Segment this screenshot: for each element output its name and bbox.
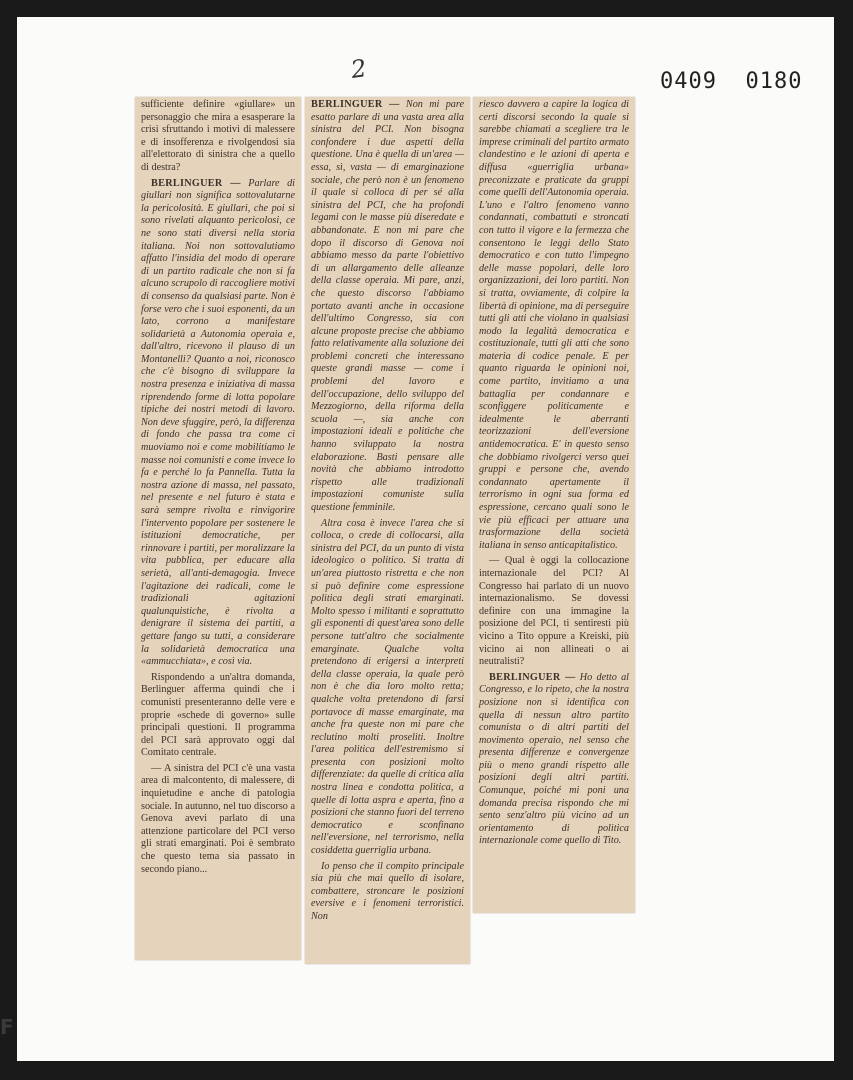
handwritten-page-number: 2 — [349, 54, 369, 84]
column-text — [135, 97, 301, 876]
archive-stamp — [660, 69, 802, 94]
speaker-label: BERLINGUER — — [151, 177, 241, 189]
paragraph — [141, 178, 295, 669]
speaker-label: BERLINGUER — — [311, 99, 400, 110]
clipping-column-1 — [135, 97, 301, 960]
paragraph-text: Parlare di giullari non significa sottovalutarne la pericolosità. E giullari, che poi si sono rivelati alquanto pericolosi, ce ne sono stati diversi nella storia italiana. Noi non sottovalutiamo affatto l'insidia del modo di operare di un partito radicale che non si fa alcuno scrupolo di raccogliere motivi di consenso da qualsiasi parte. Non è forse vero che i suoi esponenti, da un lato, corrono a manifestare solidarietà a Autonomia operaia e, dall'altro, ricevono il plauso di un Montanelli? Quanto a noi, riconosco che c'è bisogno di sviluppare la nostra presenza e iniziativa di massa riprendendo forme di lotta popolare tipiche dei nostri metodi di lavoro. Non deve sfuggire, però, la differenza di fondo che passa tra come ci muoviamo noi e come mobilitiamo le masse noi comunisti e come invece lo fa e perché lo fa Pannella. Tutta la nostra azione di massa, nel passato, nel presente e nel futuro è stata e sarà sempre rivolta e rinvigorire l'intervento popolare per sostenere le istituzioni democratiche, per rinnovare i partiti, per moralizzare la vita pubblica, per educare alla serietà, all'anti-demagogia. Invece l'agitazione dei radicali, come le tradizionali agitazioni qualunquistiche, è rivolta a denigrare il sistema dei partiti, a gettare fango su tutti, a considerare la solidarietà democratica una «ammucchiata», e così via. — [141, 177, 295, 668]
clipping-column-3 — [473, 97, 635, 913]
paragraph — [141, 672, 295, 760]
paragraph-text: Io penso che il compito principale sia più che mai quello di isolare, combattere, stroncare le posizioni eversive e i fenomeni terroristici. Non — [311, 860, 464, 922]
paragraph-text: Altra cosa è invece l'area che si colloca, o crede di collocarsi, alla sinistra del PCI, da un punto di vista ideologico o politico. Si tratta di un'area piuttosto ristretta e che non si può definire come espressione politica degli strati emarginati. Molto spesso i militanti e soprattutto gli esponenti di quest'area sono delle persone tutt'altro che socialmente emarginate. Qualche volta pretendono di erigersi a interpreti della classe operaia, la quale però non è che dia loro molto retta; qualche volta pretendono di farsi portavoce di masse emarginate, ma anche fra queste non mi pare che reclutino molti proseliti. Inoltre l'area politica dell'estremismo si presenta con posizioni molto differenziate: da quelle di critica alla nostra linea e condotta politica, a quelle di lotta aspra e aperta, fino a posizioni che stanno fuori del terreno democratico e sconfinano nell'eversione, nel terrorismo, nella cosiddetta guerriglia urbana. — [311, 517, 464, 857]
paragraph — [311, 861, 464, 924]
clipping-column-2 — [305, 97, 470, 964]
paragraph-text: riesco davvero a capire la logica di certi discorsi secondo la quale si sarebbe chiamati a scegliere tra le imprese criminali del partito armato clandestino e le azioni di aperta e diffusa «guerriglia urbana» preconizzate e praticate da gruppi come quelli dell'Autonomia operaia. L'uno e l'altro fenomeno vanno condannati, combattuti e stroncati con tutto il vigore e la fermezza che consentono le leggi dello Stato democratico e con tutto l'impegno delle masse popolari, delle loro organizzazioni, dei loro partiti. Non si tratta, ovviamente, di colpire la libertà di opinione, ma di perseguire tutti gli atti che violano in qualsiasi modo la legalità democratica e costituzionale, tutti gli atti che sono materia di codice penale. E per quanto riguarda le opinioni noi, come partito, invitiamo a una battaglia per condannare e sconfiggere politicamente e idealmente le aberranti teorizzazioni dell'eversione antidemocratica. E' in questo senso che dobbiamo rivolgerci verso quei gruppi e persone che, avendo condannato apertamente il terrorismo in ogni sua forma ed espressione, cercano quali sono le vie più efficaci per attuare una trasformazione della società italiana in senso anticapitalistico. — [479, 99, 629, 551]
column-text — [305, 97, 470, 924]
edge-mark: F — [0, 1015, 14, 1039]
paragraph — [311, 518, 464, 858]
paragraph-text: Ho detto al Congresso, e lo ripeto, che la nostra posizione non si identifica con quella di nessun altro partito comunista o di altri partiti del movimento operaio, nel senso che presenta differenze e convergenze più o meno grandi rispetto alle posizioni degli altri partiti. Comunque, poiché mi poni una domanda precisa rispondo che mi sento senz'altro più vicino ad un orientamento di politica internazionale come quello di Tito. — [479, 671, 630, 847]
stamp-right: 0180 — [745, 69, 803, 94]
paragraph — [311, 99, 464, 515]
document-sheet — [17, 17, 834, 1061]
paragraph — [141, 99, 295, 175]
paragraph — [479, 672, 629, 848]
paragraph-text: — Qual è oggi la collocazione internazionale del PCI? Al Congresso hai parlato di un nuovo internazionalismo. Se dovessi definire con una immagine la posizione del PCI, ti sentiresti più vicino a Tito oppure a Kreiski, più vicino ai non allineati o ai neutralisti? — [479, 555, 629, 668]
speaker-label: BERLINGUER — — [489, 671, 576, 683]
paragraph-text: Non mi pare esatto parlare di una vasta area alla sinistra del PCI. Non bisogna confondere i due aspetti della questione. Una è quella di un'area — essa, sì, vasta — di emarginazione sociale, che però non è un fenomeno il quale si colloca di per sé alla sinistra del PCI, che ha profondi legami con le masse più diseredate e abbandonate. E non mi pare che dopo il discorso di Genova noi abbiamo messo da parte l'obiettivo di un allargamento delle alleanze della classe operaia. Mi pare, anzi, che questo discorso l'abbiamo portato avanti anche in occasione dell'ultimo Congresso, sia con alcune proposte precise che abbiamo fatto relativamente alla soluzione dei problemi concreti che interessano queste grandi masse — come i problemi del lavoro e dell'occupazione, dello sviluppo del Mezzogiorno, della riforma della scuola —, sia anche con impostazioni ideali e politiche che hanno sviluppato la nostra elaborazione. Basti pensare alle novità che abbiamo introdotto rispetto alle tradizionali impostazioni comuniste sulla questione femminile. — [311, 99, 464, 513]
paragraph-text: Rispondendo a un'altra domanda, Berlinguer afferma quindi che i comunisti presenteranno delle vere e proprie «schede di governo» sulle principali questioni. Il programma del PCI sarà approvato oggi dal Comitato centrale. — [141, 671, 295, 759]
paragraph-text: sufficiente definire «giullare» un personaggio che mira a esasperare la crisi sfruttando i motivi di malessere e di insofferenza e rivolgendosi sia all'elettorato di sinistra che a quello di destra? — [141, 99, 295, 173]
paragraph-text: — A sinistra del PCI c'è una vasta area di malcontento, di malessere, di inquietudine e anche di patologia sociale. In autunno, nel tuo discorso a Genova avevi parlato di una attenzione particolare del PCI verso gli strati emarginati. Poi è sembrato che questo tema sia passato in secondo piano... — [141, 762, 295, 875]
column-text — [473, 97, 635, 848]
paragraph — [141, 763, 295, 876]
paragraph — [479, 555, 629, 668]
stamp-left: 0409 — [660, 69, 717, 94]
paragraph — [479, 99, 629, 552]
